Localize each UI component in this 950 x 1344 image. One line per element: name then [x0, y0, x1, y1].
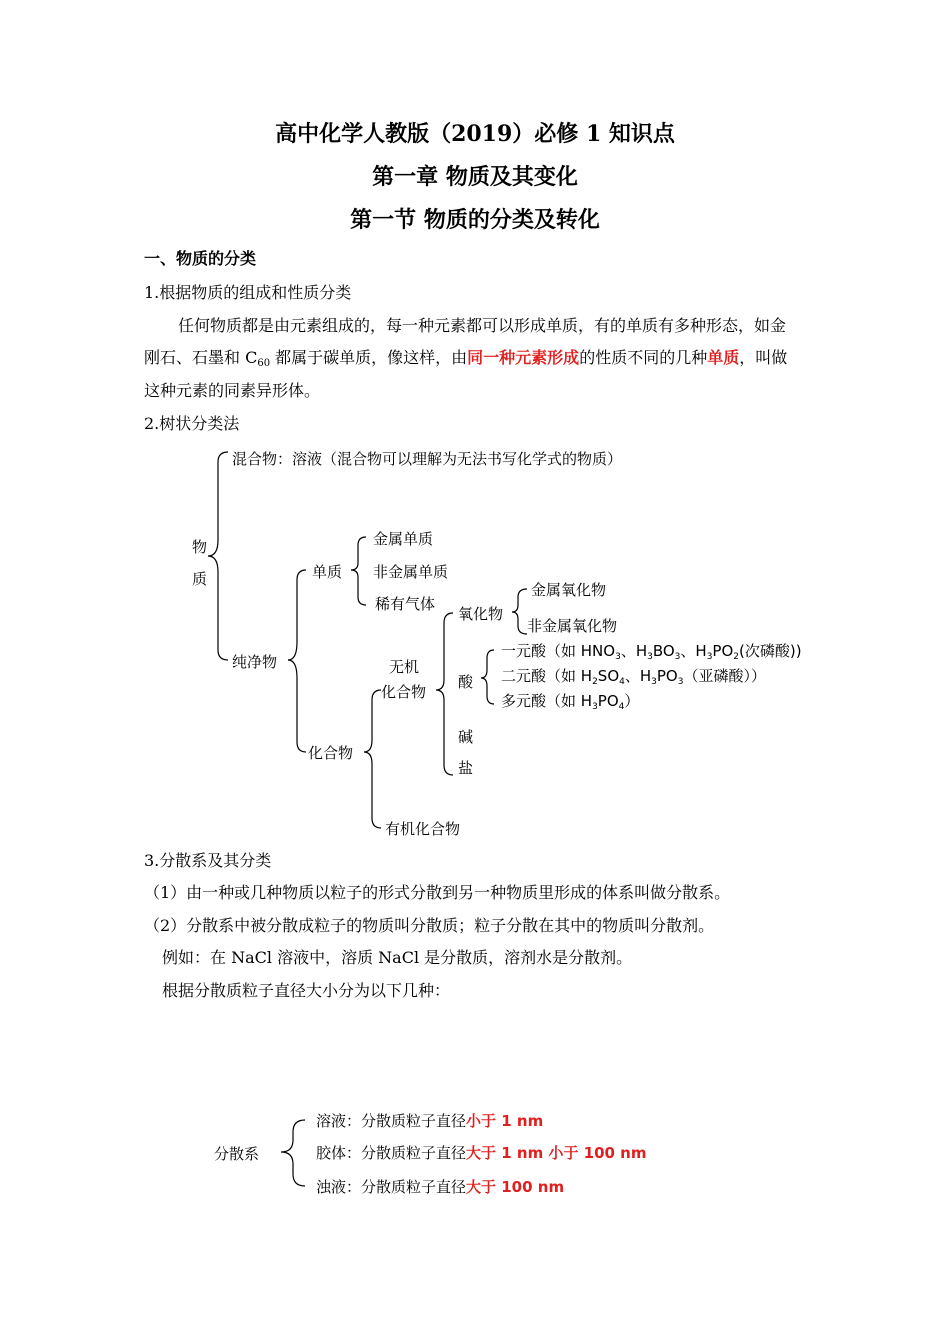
tree-noble-gas: 稀有气体	[375, 595, 436, 613]
tree-inorganic-line-2: 化合物	[381, 683, 427, 701]
dispersion-item-2: （2）分散系中被分散成粒子的物质叫分散质；粒子分散在其中的物质叫分散剂。	[144, 916, 715, 935]
dispersion-basis: 根据分散质粒子直径大小分为以下几种：	[162, 981, 451, 1000]
dispersion-turbid: 浊液：分散质粒子直径大于 100 nm	[316, 1178, 565, 1196]
tree-oxide: 氧化物	[458, 605, 504, 623]
document-title: 高中化学人教版（2019）必修 1 知识点	[275, 121, 675, 147]
tree-polybasic-acid: 多元酸（如 $H_3PO_4$）	[501, 692, 640, 712]
tree-dibasic-acid: 二元酸（如 $H_2SO_4$、$H_3PO_3$（亚磷酸））	[501, 667, 766, 687]
paragraph-line-2: 刚石、石墨和 $C_{60}$ 都属于碳单质，像这样，由同一种元素形成的性质不同的几种单质，叫做	[144, 348, 788, 369]
tree-root-char-2: 质	[192, 570, 208, 588]
dispersion-item-1: （1）由一种或几种物质以粒子的形式分散到另一种物质里形成的体系叫做分散系。	[144, 883, 731, 902]
subheading-tree: 2.树状分类法	[144, 414, 240, 433]
tree-monobasic-acid: 一元酸（如 $HNO_3$、$H_3BO_3$、$H_3PO_2$(次磷酸))	[501, 642, 802, 662]
tree-metal-oxide: 金属氧化物	[531, 581, 607, 599]
tree-inorganic-line-1: 无机	[389, 658, 420, 676]
subheading-dispersion: 3.分散系及其分类	[144, 851, 272, 870]
tree-pure-substance: 纯净物	[232, 653, 278, 671]
dispersion-root: 分散系	[214, 1145, 260, 1163]
heading-classification: 一、物质的分类	[144, 249, 257, 268]
section-title: 第一节 物质的分类及转化	[350, 207, 600, 233]
tree-salt: 盐	[458, 759, 474, 777]
tree-element: 单质	[312, 563, 343, 581]
tree-compound: 化合物	[308, 744, 354, 762]
tree-organic-compound: 有机化合物	[385, 820, 461, 838]
tree-base: 碱	[458, 728, 474, 746]
subheading-composition: 1.根据物质的组成和性质分类	[144, 283, 352, 302]
tree-acid: 酸	[458, 673, 474, 691]
tree-nonmetal-element: 非金属单质	[373, 563, 449, 581]
tree-metal-element: 金属单质	[373, 530, 434, 548]
dispersion-example: 例如：在 NaCl 溶液中，溶质 NaCl 是分散质，溶剂水是分散剂。	[162, 948, 633, 967]
paragraph-line-3: 这种元素的同素异形体。	[144, 381, 321, 400]
paragraph-line-1: 任何物质都是由元素组成的，每一种元素都可以形成单质，有的单质有多种形态，如金	[178, 316, 787, 335]
dispersion-colloid: 胶体：分散质粒子直径大于 1 nm 小于 100 nm	[316, 1144, 647, 1162]
chapter-title: 第一章 物质及其变化	[372, 164, 578, 190]
dispersion-solution: 溶液：分散质粒子直径小于 1 nm	[316, 1112, 544, 1130]
tree-mixture: 混合物：溶液（混合物可以理解为无法书写化学式的物质）	[232, 450, 623, 468]
tree-root-char-1: 物	[192, 538, 208, 556]
tree-nonmetal-oxide: 非金属氧化物	[527, 617, 618, 635]
